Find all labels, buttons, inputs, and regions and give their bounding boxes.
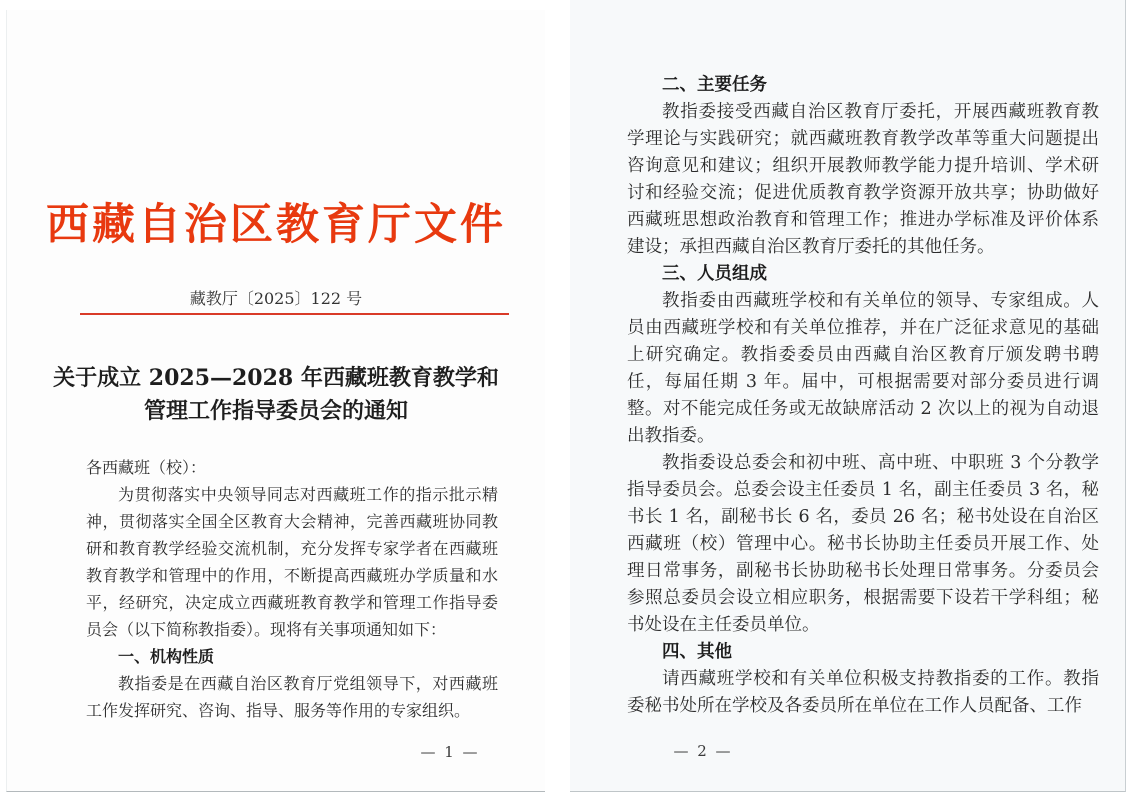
page-1-number: — 1 — [420, 743, 480, 761]
section-1-heading: 一、机构性质 [118, 647, 215, 666]
intro-paragraph: 为贯彻落实中央领导同志对西藏班工作的指示批示精神，贯彻落实全国全区教育大会精神，完善西藏班协同教研和教育教学经验交流机制，充分发挥专家学者在西藏班教育教学和管理中的作用，不断提高西藏班办学质量和水平，经研究，决定成立西藏班教育教学和管理工作指导委员会（以下简称教指委）。现将有关事项通知如下： [86, 485, 498, 639]
red-divider-rule [80, 313, 509, 315]
doc-number: 藏教厅〔2025〕122 号 [189, 289, 363, 308]
page-2-body [627, 72, 1099, 720]
page-2 [570, 0, 1126, 792]
section-4-heading: 四、其他 [662, 642, 732, 662]
section-3-paragraph-1: 教指委由西藏班学校和有关单位的领导、专家组成。人员由西藏班学校和有关单位推荐，并在广泛征求意见的基础上研究确定。教指委委员由西藏自治区教育厅颁发聘书聘任，每届任期 3 年。届中，可根据需要对部分委员进行调整。对不能完成任务或无故缺席活动 2 次以上的视为自动退出教指委。 [627, 291, 1099, 446]
section-1-paragraph: 教指委是在西藏自治区教育厅党组领导下，对西藏班工作发挥研究、咨询、指导、服务等作用的专家组织。 [86, 674, 498, 720]
agency-header: 西藏自治区教育厅文件 [46, 200, 506, 250]
section-3-heading: 三、人员组成 [662, 264, 767, 284]
page-1 [6, 10, 545, 792]
page-2-number: — 2 — [673, 742, 733, 760]
title-line-2: 管理工作指导委员会的通知 [143, 398, 408, 424]
section-2-heading: 二、主要任务 [662, 75, 767, 95]
section-2-paragraph: 教指委接受西藏自治区教育厅委托，开展西藏班教育教学理论与实践研究；就西藏班教育教学改革等重大问题提出咨询意见和建议；组织开展教师教学能力提升培训、学术研讨和经验交流；促进优质教育教学资源开放共享；协助做好西藏班思想政治教育和管理工作；推进办学标准及评价体系建设；承担西藏自治区教育厅委托的其他任务。 [627, 102, 1099, 257]
title-line-1: 关于成立 2025—2028 年西藏班教育教学和 [53, 365, 499, 391]
page-1-body [86, 454, 498, 724]
section-4-paragraph: 请西藏班学校和有关单位积极支持教指委的工作。教指委秘书处所在学校及各委员所在单位在工作人员配备、工作 [627, 669, 1099, 716]
document-title [7, 362, 545, 428]
salutation: 各西藏班（校）： [86, 458, 207, 477]
section-3-paragraph-2: 教指委设总委会和初中班、高中班、中职班 3 个分教学指导委员会。总委会设主任委员 1 名，副主任委员 3 名，秘书长 1 名，副秘书长 6 名，委员 26 名；秘书处设在自治区西藏班（校）管理中心。秘书长协助主任委员开展工作、处理日常事务，副秘书长协助秘书长处理日常事务。分委员会参照总委员会设立相应职务，根据需要下设若干学科组；秘书处设在主任委员单位。 [627, 453, 1099, 635]
